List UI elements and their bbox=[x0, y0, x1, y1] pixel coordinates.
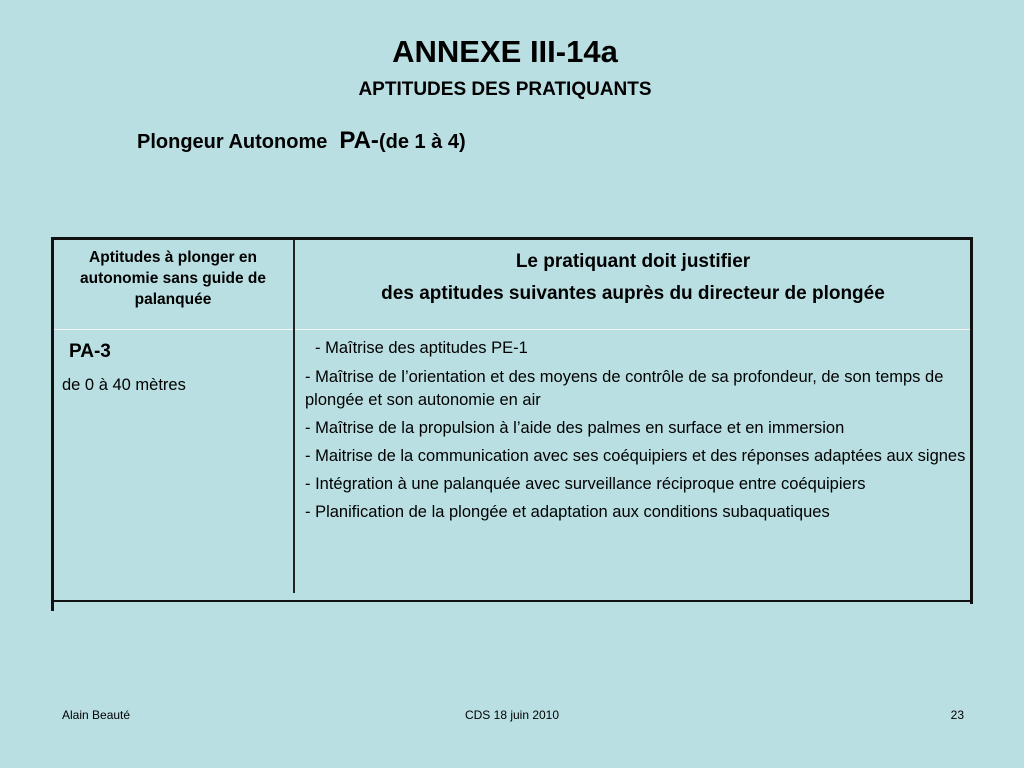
depth-range-cell: de 0 à 40 mètres bbox=[62, 376, 186, 394]
table-border-right bbox=[970, 237, 973, 604]
skills-list bbox=[305, 337, 967, 529]
level-heading bbox=[137, 127, 466, 156]
aptitudes-table bbox=[51, 237, 973, 607]
list-item: - Maîtrise de la propulsion à l’aide des palmes en surface et en immersion bbox=[305, 419, 845, 437]
table-header-right-line1: Le pratiquant doit justifier bbox=[515, 251, 751, 272]
table-row-divider bbox=[54, 329, 970, 330]
footer-page-number: 23 bbox=[950, 708, 964, 722]
list-item: - Maitrise de la communication avec ses coéquipiers et des réponses adaptées aux signes bbox=[305, 447, 966, 465]
table-column-divider bbox=[293, 240, 295, 593]
table-header-right bbox=[299, 246, 967, 310]
list-item: - Maîtrise de l’orientation et des moyens de contrôle de sa profondeur, de son temps de plongée et son autonomie en air bbox=[305, 368, 944, 409]
slide-subtitle: APTITUDES DES PRATIQUANTS bbox=[358, 79, 652, 100]
level-range: (de 1 à 4) bbox=[378, 131, 466, 153]
footer-event: CDS 18 juin 2010 bbox=[464, 708, 560, 722]
table-header-left: Aptitudes à plonger en autonomie sans guide de palanquée bbox=[79, 249, 267, 308]
table-border-top bbox=[51, 237, 973, 240]
level-code: PA- bbox=[339, 127, 379, 154]
level-code-cell: PA-3 bbox=[69, 341, 111, 362]
list-item: - Intégration à une palanquée avec surveillance réciproque entre coéquipiers bbox=[305, 475, 866, 493]
list-item: - Maîtrise des aptitudes PE-1 bbox=[315, 339, 528, 357]
table-border-left bbox=[51, 237, 54, 611]
footer-author: Alain Beauté bbox=[62, 708, 131, 722]
slide-title: ANNEXE III-14a bbox=[392, 34, 618, 69]
table-header-right-line2: des aptitudes suivantes auprès du directeur de plongée bbox=[381, 283, 885, 304]
table-border-bottom bbox=[51, 600, 973, 602]
list-item: - Planification de la plongée et adaptation aux conditions subaquatiques bbox=[305, 503, 830, 521]
level-name: Plongeur Autonome bbox=[137, 131, 328, 153]
